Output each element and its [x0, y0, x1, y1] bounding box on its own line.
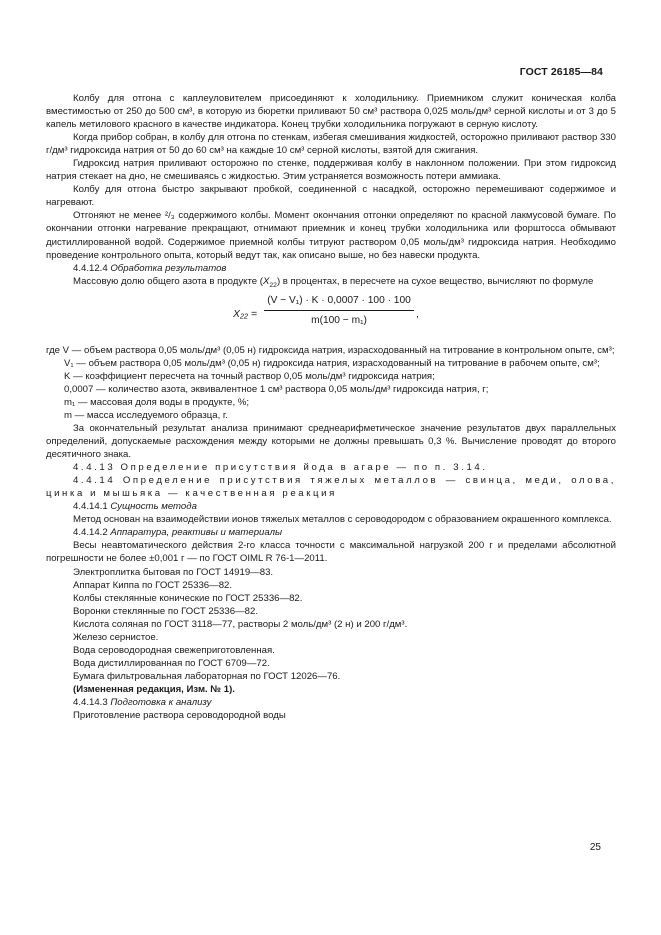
heading-4-4-14-3 [46, 696, 616, 709]
list-item: Кислота соляная по ГОСТ 3118—77, растворы 2 моль/дм³ (2 н) и 200 г/дм³. [73, 618, 408, 630]
paragraph-formula-intro [46, 275, 616, 288]
heading-number: 4.4.14.3 [73, 696, 111, 708]
paragraph-sodium-hydroxide-flow: Гидроксид натрия приливают осторожно по стенке, поддерживая колбу в наклонном положении. При этом гидроксид натрия стекает на дно, не смешиваясь с жидкостью. Этим устраняется возможность потери аммиака. [46, 158, 616, 183]
formula-fraction-bar [264, 310, 414, 311]
list-item: Колбы стеклянные конические по ГОСТ 25336—82. [73, 592, 303, 604]
list-item: Воронки стеклянные по ГОСТ 25336—82. [73, 605, 258, 617]
definition-m1: m₁ — массовая доля воды в продукте, %; [64, 396, 250, 408]
paragraph-method-essence: Метод основан на взаимодействии ионов тяжелых металлов с сероводородом с образованием окрашенного комплекса. [73, 514, 612, 526]
distill-text-pre: Отгоняют не менее [73, 210, 165, 222]
heading-4-4-13: 4.4.13 Определение присутствия йода в агаре — по п. 3.14. [73, 462, 488, 474]
standard-header: ГОСТ 26185—84 [519, 66, 603, 78]
list-item: Вода дистиллированная по ГОСТ 6709—72. [73, 657, 270, 669]
definition-v1 [46, 357, 616, 370]
formula-denominator: m(100 − m₁) [311, 314, 367, 326]
formula-intro-sub: 22 [269, 281, 277, 289]
formula-intro-post: ) в процентах, в пересчете на сухое вещество, вычисляют по формуле [276, 275, 594, 287]
heading-number: 4.4.14.2 [73, 527, 111, 539]
paragraph-distillation-setup: Колбу для отгона с каплеуловителем присоединяют к холодильнику. Приемником служит коническая колба вместимостью от 250 до 500 см³, в которую из бюретки приливают 50 см³ раствора 0,025 моль/дм³ серной кислоты и от 3 до 5 капель метилового красного в качестве индикатора. Конец трубки холодильника погружают в серную кислоту. [46, 93, 616, 131]
amendment-note: (Измененная редакция, Изм. № 1). [73, 683, 235, 695]
heading-4-4-12-4 [46, 262, 616, 275]
definition-k: K — коэффициент пересчета на точный раствор 0,05 моль/дм³ гидроксида натрия; [64, 370, 435, 382]
paragraph-final-result: За окончательный результат анализа принимают среднеарифметическое значение результатов двух параллельных определений, допускаемые расхождения между которыми не должны превышать 0,3 %. Вычисление проводят до второго десятичного знака. [46, 422, 616, 461]
heading-4-4-14-1 [46, 500, 616, 513]
list-item: Аппарат Киппа по ГОСТ 25336—82. [73, 579, 233, 591]
paragraph-sodium-hydroxide-add: Когда прибор собран, в колбу для отгона по стенкам, избегая смешивания жидкостей, осторожно приливают раствор 330 г/дм³ гидроксида натрия от 50 до 60 см³ на каждые 10 см³ серной кислоты, взятой для сжигания. [46, 132, 617, 157]
paragraph-distill-end [46, 209, 616, 261]
paragraph-h2s-water-prep: Приготовление раствора сероводородной воды [73, 710, 286, 722]
definition-m: m — масса исследуемого образца, г. [64, 409, 228, 421]
distill-text-post: содержимого колбы. Момент окончания отгонки определяют по красной лакмусовой бумаге. По окончании отгонки нагревание прекращают, отнимают приемник и конец трубки холодильника или форштосса обмывают дистиллированной водой. Содержимое приемной колбы титруют раствором 0,05 моль/дм³ гидроксида натрия. Необходимо проведение контрольного опыта, который ведут так, как описано выше, но без навески продукта. [46, 210, 616, 261]
definition-v [46, 344, 616, 357]
definition-value: объем раствора 0,05 моль/дм³ (0,05 н) гидроксида натрия, израсходованный на титрование в рабочем опыте, см³; [88, 357, 600, 369]
heading-number: 4.4.12.4 [73, 262, 111, 274]
formula-lhs: X₂₂ = [233, 307, 258, 320]
formula-intro-pre: Массовую долю общего азота в продукте ( [73, 275, 263, 287]
formula-comma: , [416, 307, 419, 320]
heading-title: Обработка результатов [110, 262, 227, 274]
list-item: Вода сероводородная свежеприготовленная. [73, 644, 275, 656]
definition-value: объем раствора 0,05 моль/дм³ (0,05 н) гидроксида натрия, израсходованный на титрование в контрольном опыте, см³; [84, 344, 615, 356]
definition-key: где V — [46, 344, 84, 356]
definition-0007: 0,0007 — количество азота, эквивалентное 1 см³ раствора 0,05 моль/дм³ гидроксида натрия, г; [64, 383, 489, 395]
heading-4-4-14-2 [46, 526, 616, 539]
paragraph-close-flask: Колбу для отгона быстро закрывают пробкой, соединенной с насадкой, осторожно перемешивают содержимое и нагревают. [46, 184, 616, 209]
heading-number: 4.4.14.1 [73, 501, 111, 513]
page-number: 25 [589, 842, 601, 853]
heading-title: Подготовка к анализу [110, 696, 212, 708]
list-item: Электроплитка бытовая по ГОСТ 14919—83. [73, 566, 274, 578]
paragraph-scales: Весы неавтоматического действия 2-го класса точности с максимальной нагрузкой 200 г и пределами абсолютной погрешности не более ±0,001 г — по ГОСТ OIML R 76-1—2011. [46, 540, 616, 565]
list-item: Бумага фильтровальная лабораторная по ГОСТ 12026—76. [73, 670, 341, 682]
heading-title: Сущность метода [110, 501, 197, 513]
distill-fraction: ²/₃ [164, 210, 175, 222]
heading-title: Аппаратура, реактивы и материалы [110, 527, 283, 539]
list-item: Железо сернистое. [73, 631, 159, 643]
formula-intro-var: X [262, 275, 270, 287]
document-body [46, 92, 616, 722]
nitrogen-formula [46, 292, 616, 342]
heading-4-4-14: 4.4.14 Определение присутствия тяжелых металлов — свинца, меди, олова, цинка и мышьяка — качественная реакция [46, 475, 616, 500]
definition-key: V₁ — [64, 357, 89, 369]
formula-numerator: (V − V₁) · K · 0,0007 · 100 · 100 [267, 294, 411, 306]
